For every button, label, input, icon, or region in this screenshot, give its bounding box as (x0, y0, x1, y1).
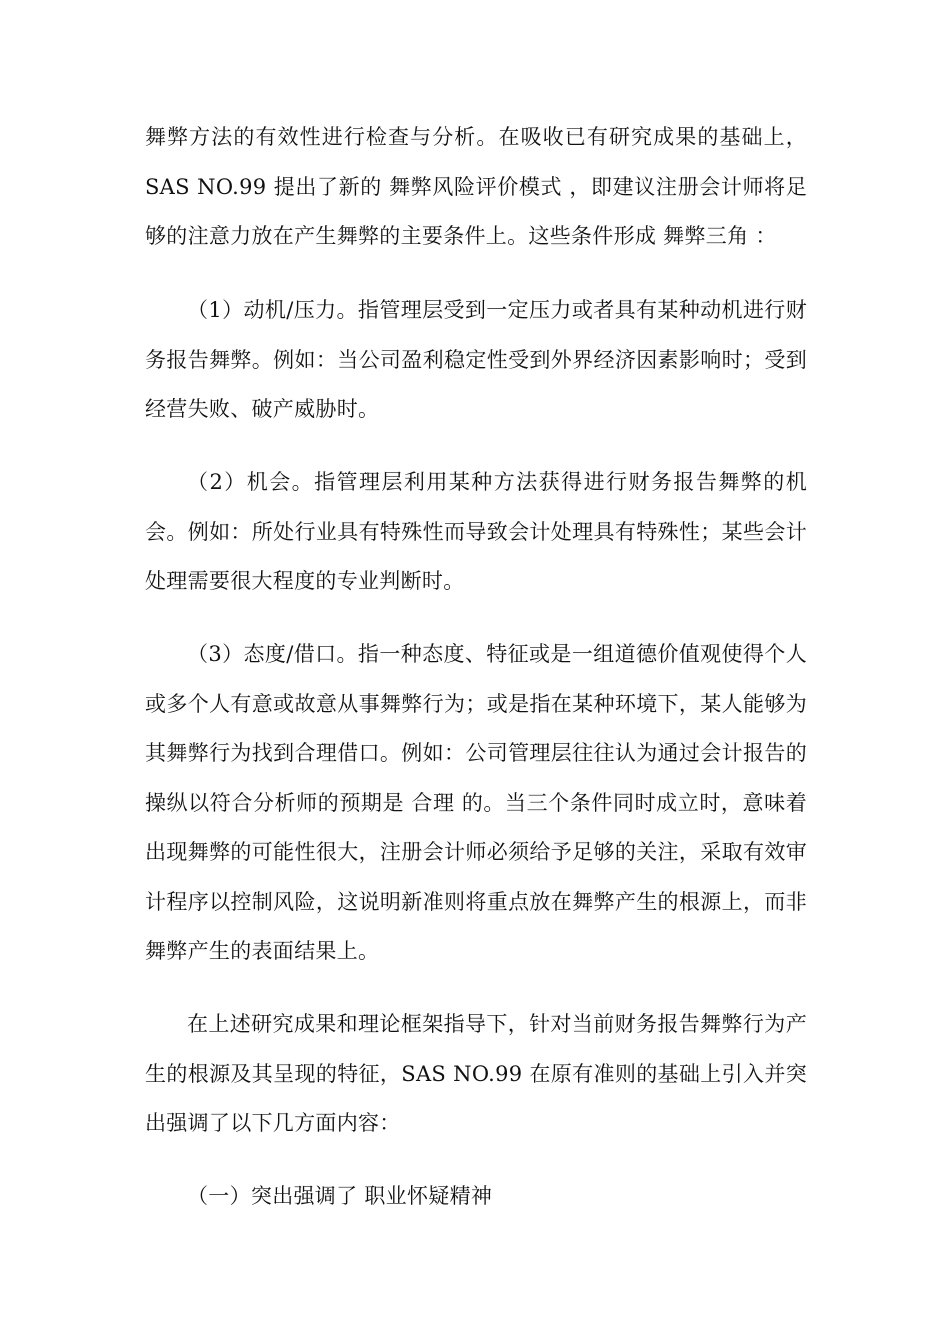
section-heading-text: （一）突出强调了 职业怀疑精神 (187, 1184, 493, 1208)
paragraph-text: 舞弊方法的有效性进行检查与分析。在吸收已有研究成果的基础上，SAS NO.99 提出了新的 舞弊风险评价模式 ，即建议注册会计师将足够的注意力放在产生舞弊的主要条件上。这些条件形成 舞弊三角 ： (145, 125, 807, 248)
section-heading-professional-skepticism (145, 1172, 807, 1222)
paragraph-attitude-excuse (145, 630, 807, 977)
paragraph-text: （3）态度/借口。指一种态度、特征或是一组道德价值观使得个人或多个人有意或故意从事舞弊行为；或是指在某种环境下，某人能够为其舞弊行为找到合理借口。例如：公司管理层往往认为通过会计报告的操纵以符合分析师的预期是 合理 的。当三个条件同时成立时，意味着出现舞弊的可能性很大，注册会计师必须给予足够的关注，采取有效审计程序以控制风险，这说明新准则将重点放在舞弊产生的根源上，而非舞弊产生的表面结果上。 (145, 642, 807, 963)
paragraph-opportunity (145, 458, 807, 607)
paragraph-text: 在上述研究成果和理论框架指导下，针对当前财务报告舞弊行为产生的根源及其呈现的特征，SAS NO.99 在原有准则的基础上引入并突出强调了以下几方面内容： (145, 1012, 807, 1135)
paragraph-fraud-triangle-intro (145, 113, 807, 262)
paragraph-framework-guidance (145, 1000, 807, 1149)
paragraph-text: （1）动机/压力。指管理层受到一定压力或者具有某种动机进行财务报告舞弊。例如：当公司盈利稳定性受到外界经济因素影响时；受到经营失败、破产威胁时。 (145, 298, 807, 421)
paragraph-motive-pressure (145, 286, 807, 435)
paragraph-text: （2）机会。指管理层利用某种方法获得进行财务报告舞弊的机会。例如：所处行业具有特殊性而导致会计处理具有特殊性；某些会计处理需要很大程度的专业判断时。 (145, 470, 807, 593)
